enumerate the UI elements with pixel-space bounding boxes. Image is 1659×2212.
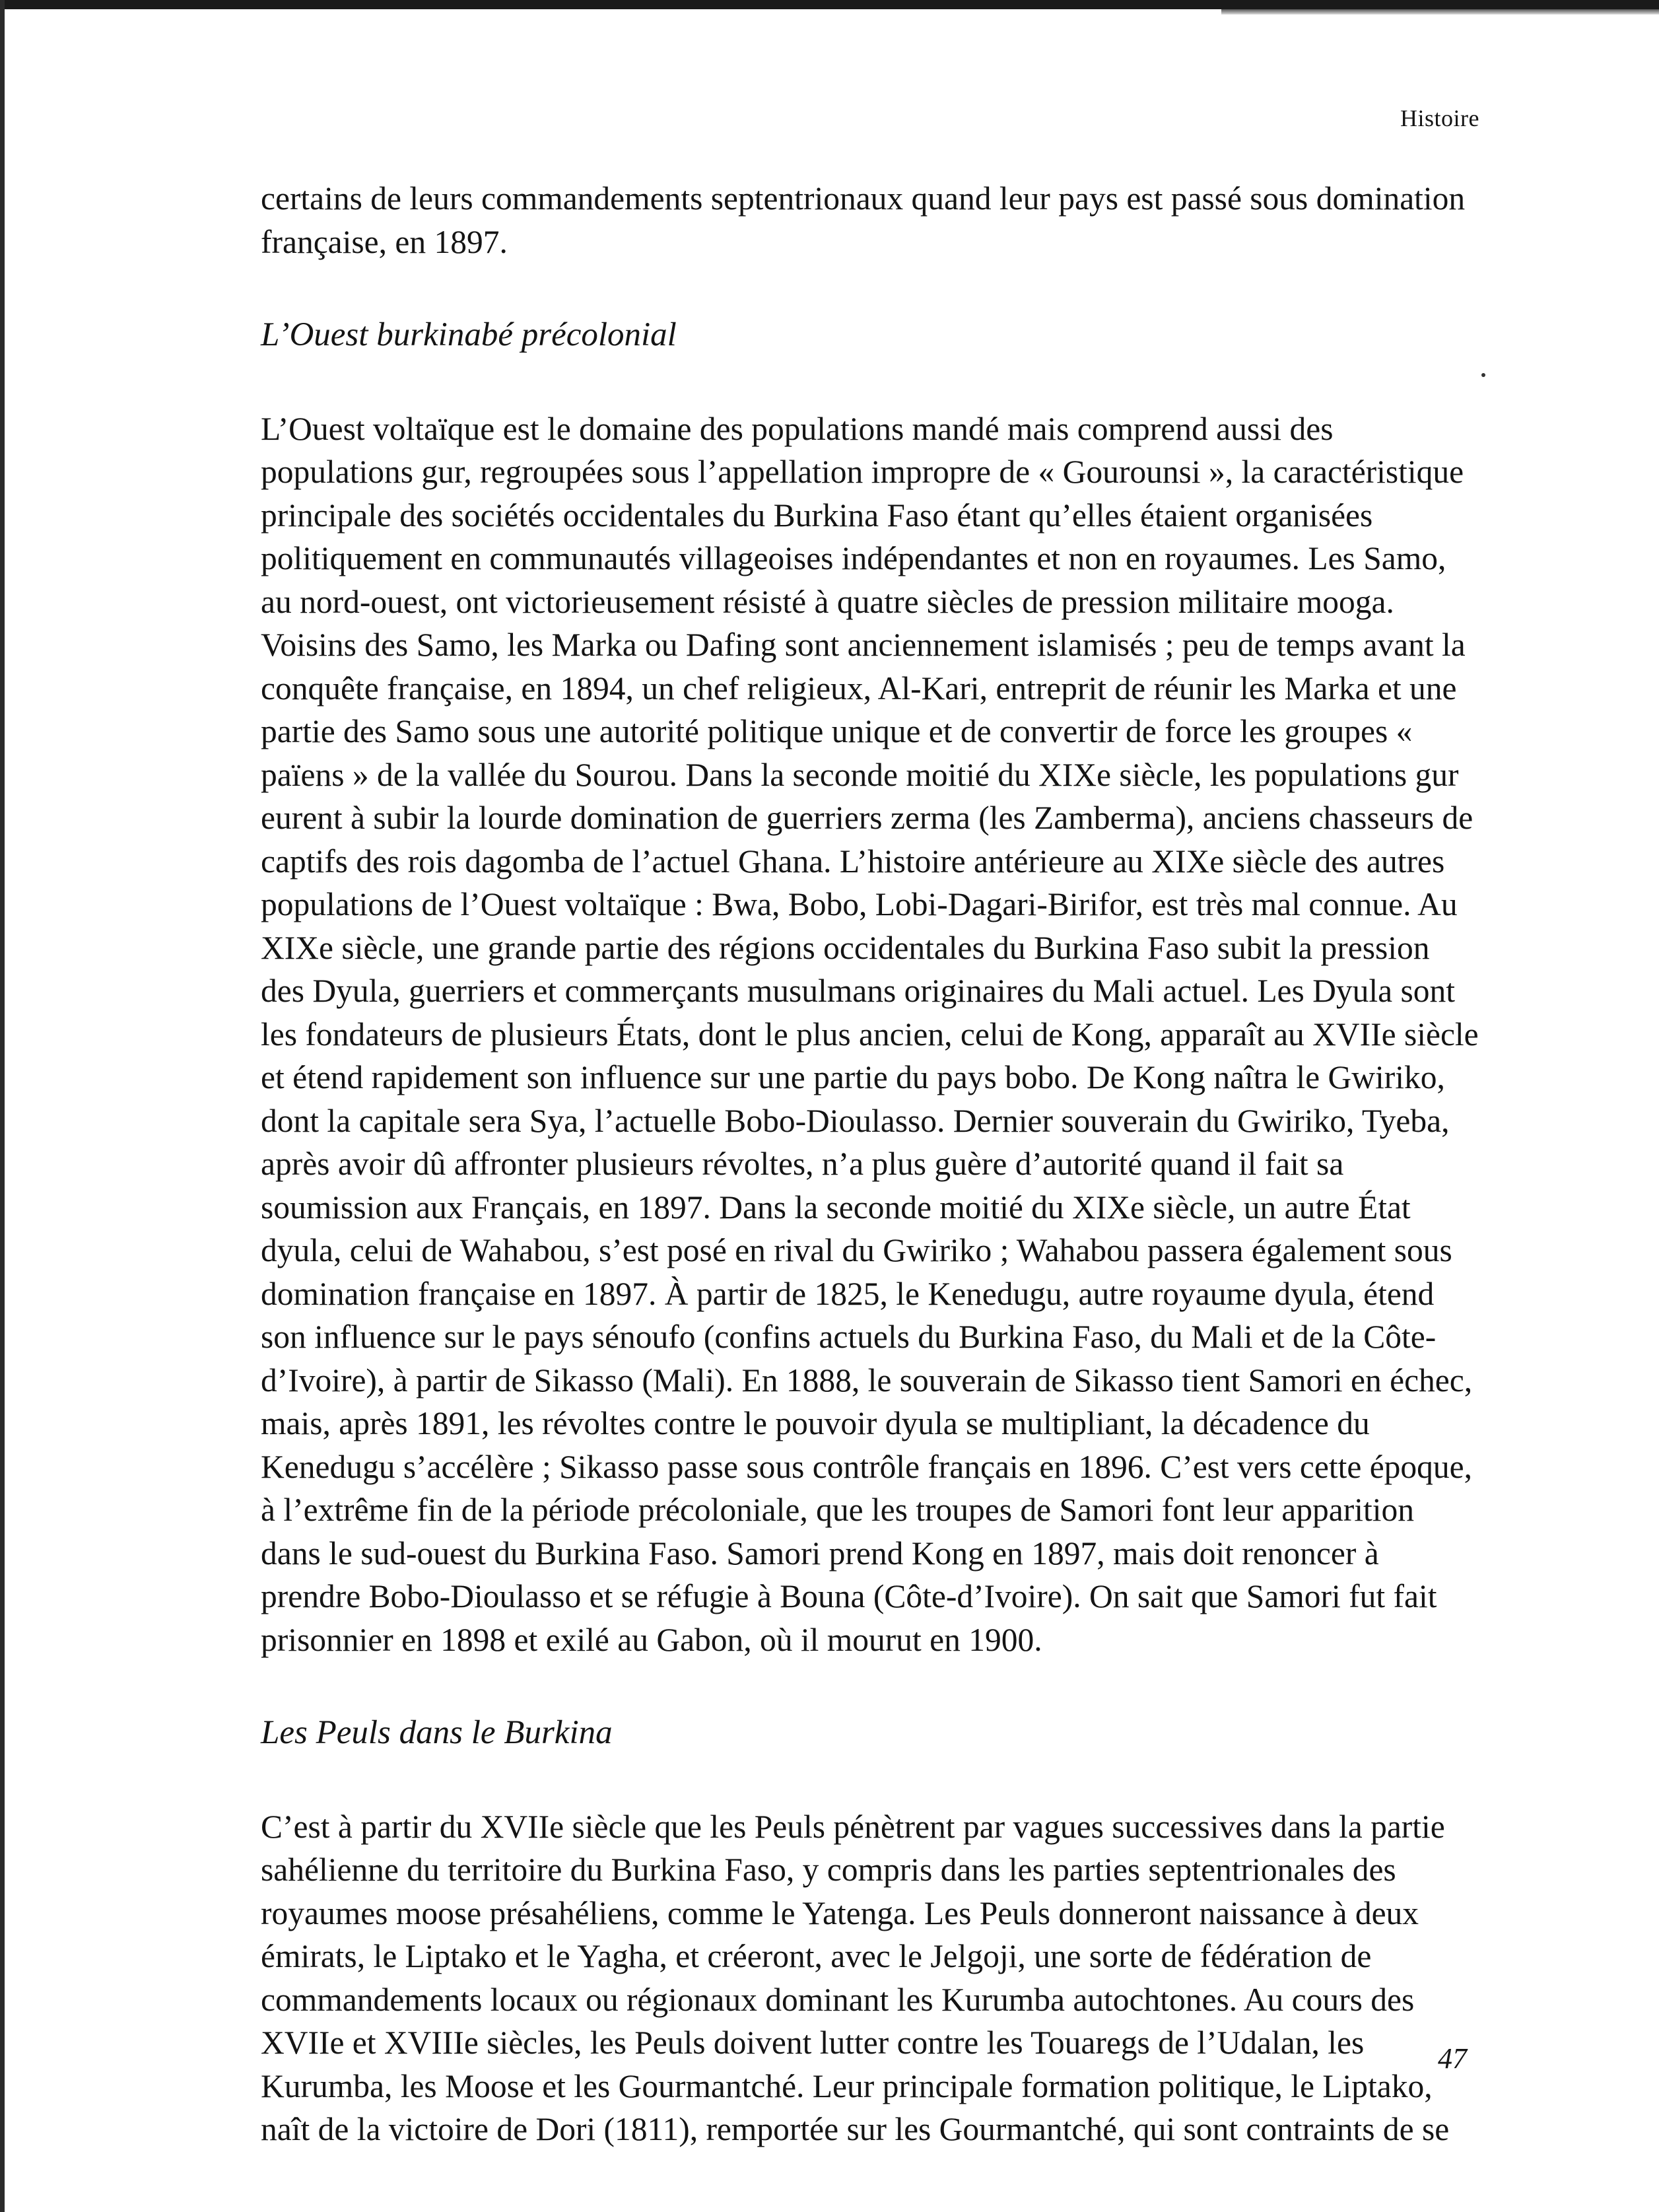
scan-speck xyxy=(1481,373,1485,377)
running-head: Histoire xyxy=(1400,105,1479,131)
spacer xyxy=(261,357,1479,407)
spacer xyxy=(261,1755,1479,1805)
page-number: 47 xyxy=(1438,2042,1467,2075)
scan-border-top-shadow xyxy=(1221,9,1659,15)
paragraph-intro: certains de leurs commandements septentrionaux quand leur pays est passé sous domination française, en 1897. xyxy=(261,180,1466,260)
scan-border-left xyxy=(0,0,5,2212)
section-heading-peuls: Les Peuls dans le Burkina xyxy=(261,1714,613,1751)
paragraph-peuls: C’est à partir du XVIIe siècle que les Peuls pénètrent par vagues successives dans la partie sahélienne du territoire du Burkina Faso, y compris dans les parties septentrionales des royaumes moose présahéliens, comme le Yatenga. Les Peuls donneront naissance à deux émirats, le Liptako et le Yagha, et créeront, avec le Jelgoji, une sorte de fédération de commandements locaux ou régionaux dominant les Kurumba autochtones. Au cours des XVIIe et XVIIIe siècles, les Peuls doivent lutter contre les Touaregs de l’Udalan, les Kurumba, les Moose et les Gourmantché. Leur principale formation politique, le Liptako, naît de la victoire de Dori (1811), remportée sur les Gourmantché, qui sont contraints de se xyxy=(261,1808,1450,2147)
section-heading-ouest: L’Ouest burkinabé précolonial xyxy=(261,316,677,353)
paragraph-ouest: L’Ouest voltaïque est le domaine des populations mandé mais comprend aussi des populations gur, regroupées sous l’appellation impropre de « Gourounsi », la caractéristique principale des sociétés occidentales du Burkina Faso étant qu’elles étaient organisées politiquement en communautés villageoises indépendantes et non en royaumes. Les Samo, au nord-ouest, ont victorieusement résisté à quatre siècles de pression militaire mooga. Voisins des Samo, les Marka ou Dafing sont anciennement islamisés ; peu de temps avant la conquête française, en 1894, un chef religieux, Al-Kari, entreprit de réunir les Marka et une partie des Samo sous une autorité politique unique et de convertir de force les groupes « païens » de la vallée du Sourou. Dans la seconde moitié du XIXe siècle, les populations gur eurent à subir la lourde domination de guerriers zerma (les Zamberma), anciens chasseurs de captifs des rois dagomba de l’actuel Ghana. L’histoire antérieure au XIXe siècle des autres populations de l’Ouest voltaïque : Bwa, Bobo, Lobi-Dagari-Birifor, est très mal connue. Au XIXe siècle, une grande partie des régions occidentales du Burkina Faso subit la pression des Dyula, guerriers et commerçants musulmans originaires du Mali actuel. Les Dyula sont les fondateurs de plusieurs États, dont le plus ancien, celui de Kong, apparaît au XVIIe siècle et étend rapidement son influence sur une partie du pays bobo. De Kong naîtra le Gwiriko, dont la capitale sera Sya, l’actuelle Bobo-Dioulasso. Dernier souverain du Gwiriko, Tyeba, après avoir dû affronter plusieurs révoltes, n’a plus guère d’autorité quand il fait sa soumission aux Français, en 1897. Dans la seconde moitié du XIXe siècle, un autre État dyula, celui de Wahabou, s’est posé en rival du Gwiriko ; Wahabou passera également sous domination française en 1897. À partir de 1825, le Kenedugu, autre royaume dyula, étend son influence sur le pays sénoufo (confins actuels du Burkina Faso, du Mali et de la Côte-d’Ivoire), à partir de Sikasso (Mali). En 1888, le souverain de Sikasso tient Samori en échec, mais, après 1891, les révoltes contre le pouvoir dyula se multipliant, la décadence du Kenedugu s’accélère ; Sikasso passe sous contrôle français en 1896. C’est vers cette époque, à l’extrême fin de la période précoloniale, que les troupes de Samori font leur apparition dans le sud-ouest du Burkina Faso. Samori prend Kong en 1897, mais doit renoncer à prendre Bobo-Dioulasso et se réfugie à Bouna (Côte-d’Ivoire). On sait que Samori fut fait prisonnier en 1898 et exilé au Gabon, où il mourut en 1900. xyxy=(261,410,1479,1658)
text-column xyxy=(261,177,1479,2151)
spacer xyxy=(261,1661,1479,1711)
spacer xyxy=(261,263,1479,314)
scan-border-top xyxy=(0,0,1659,9)
